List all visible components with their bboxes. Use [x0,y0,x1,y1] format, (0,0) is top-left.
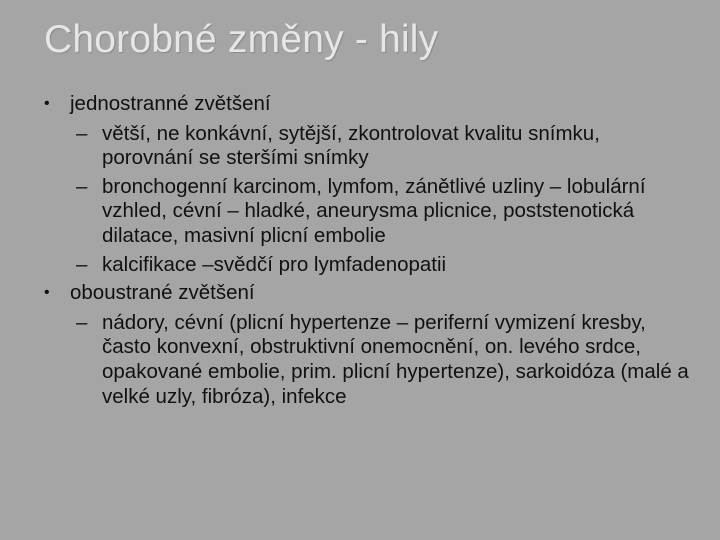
dash-icon: – [76,174,88,198]
slide-title: Chorobné změny - hily [44,18,439,61]
sub-bullet-text: kalcifikace –svědčí pro lymfadenopatii [102,252,447,276]
dash-icon: – [76,310,88,334]
slide-content [44,92,694,413]
sub-bullet-text: větší, ne konkávní, sytější, zkontrolovat kvalitu snímku, porovnání se steršími snímky [102,121,600,170]
bullet-icon: • [44,95,50,112]
bullet-item [44,92,694,117]
dash-icon: – [76,121,88,145]
bullet-text: oboustrané zvětšení [70,281,255,305]
sub-bullet-text: bronchogenní karcinom, lymfom, zánětlivé uzliny – lobulární vzhled, cévní – hladké, aneurysma plicnice, poststenotická dilatace, masivní plicní embolie [102,174,646,247]
sub-bullet-text: nádory, cévní (plicní hypertenze – periferní vymizení kresby, často konvexní, obstruktivní onemocnění, on. levého srdce, opakované embolie, prim. plicní hypertenze), sarkoidóza (malé a velké uzly, fibróza), infekce [102,310,689,408]
sub-bullet-item [44,253,694,278]
bullet-item [44,281,694,306]
bullet-text: jednostranné zvětšení [70,92,271,115]
sub-bullet-item [44,175,694,249]
dash-icon: – [76,252,88,276]
sub-bullet-item [44,311,694,409]
sub-bullet-item [44,122,694,171]
bullet-icon: • [44,284,50,302]
